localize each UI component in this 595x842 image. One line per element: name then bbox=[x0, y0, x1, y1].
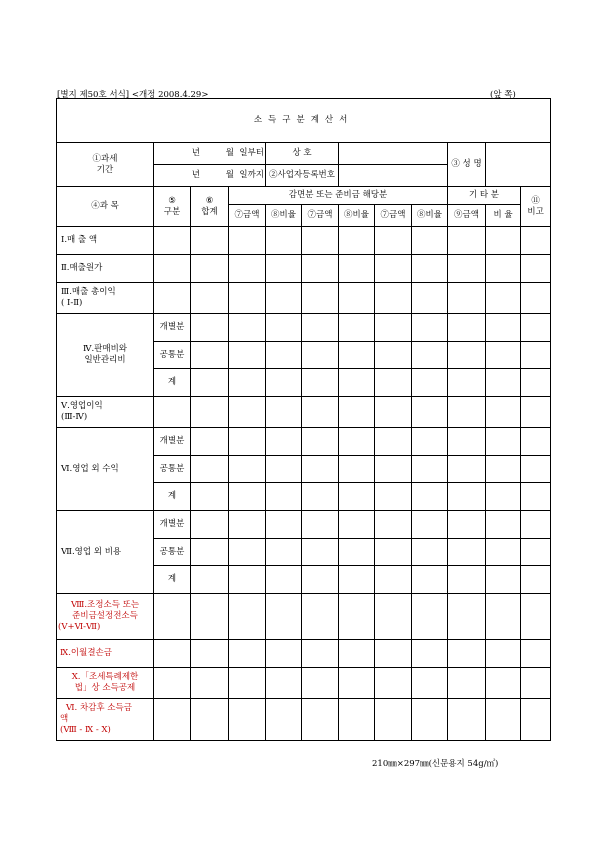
tax-period-label: ①과세 기간 bbox=[57, 143, 154, 187]
name-label: ③ 성 명 bbox=[448, 143, 486, 187]
sub-individual: 개별분 bbox=[154, 428, 191, 456]
table-row bbox=[57, 314, 551, 342]
form-number: [별지 제50호 서식] <개정 2008.4.29> bbox=[57, 90, 209, 100]
paper-spec-footer: 210㎜×297㎜(신문용지 54g/㎡) bbox=[372, 759, 499, 769]
row-label: Ⅸ.이월결손금 bbox=[57, 640, 154, 668]
table-row bbox=[57, 668, 551, 699]
table-row bbox=[57, 594, 551, 640]
sub-common: 공통분 bbox=[154, 539, 191, 566]
table-row bbox=[57, 511, 551, 539]
row-label: Ⅳ.판매비와 일반관리비 bbox=[57, 314, 154, 397]
table-row bbox=[57, 227, 551, 255]
biz-reg-no-field[interactable] bbox=[339, 165, 448, 187]
table-row bbox=[57, 397, 551, 428]
form-title: 소득구분계산서 bbox=[57, 99, 551, 143]
sub-total: 계 bbox=[154, 369, 191, 397]
income-division-form bbox=[56, 98, 551, 741]
col-amount-3: ⑦금액 bbox=[375, 205, 412, 227]
row-label: Ⅵ.영업 외 수익 bbox=[57, 428, 154, 511]
sub-total: 계 bbox=[154, 566, 191, 594]
col-amount-1: ⑦금액 bbox=[229, 205, 266, 227]
table-row bbox=[57, 699, 551, 741]
row-label: Ⅱ.매출원가 bbox=[57, 255, 154, 283]
row-label: Ⅴ.영업이익 (Ⅲ-Ⅳ) bbox=[57, 397, 154, 428]
table-row bbox=[57, 255, 551, 283]
sub-total: 계 bbox=[154, 483, 191, 511]
trade-name-field[interactable] bbox=[339, 143, 448, 165]
period-to[interactable]: 년 월 일까지 bbox=[154, 165, 266, 187]
row-label: Ⅷ.조정소득 또는 준비금설정전소득 (Ⅴ+Ⅵ-Ⅶ) bbox=[57, 594, 154, 640]
row-label: Ⅵ. 차감후 소득금 액 (Ⅷ - Ⅸ - Ⅹ) bbox=[57, 699, 154, 741]
sub-individual: 개별분 bbox=[154, 314, 191, 342]
col-ratio-3: ⑧비율 bbox=[412, 205, 448, 227]
row-label: Ⅲ.매출 총이익 ( Ⅰ-Ⅱ) bbox=[57, 283, 154, 314]
name-field[interactable] bbox=[486, 143, 551, 187]
col-ratio-2: ⑧비율 bbox=[339, 205, 375, 227]
col-amount-2: ⑦금액 bbox=[302, 205, 339, 227]
sub-individual: 개별분 bbox=[154, 511, 191, 539]
col-division: ⑤ 구분 bbox=[154, 187, 191, 227]
row-label: Ⅰ.매 출 액 bbox=[57, 227, 154, 255]
table-row bbox=[57, 640, 551, 668]
col-ratio-1: ⑧비율 bbox=[266, 205, 302, 227]
col-total: ⑥ 합계 bbox=[191, 187, 229, 227]
sub-common: 공통분 bbox=[154, 342, 191, 369]
col-ratio-other: 비 율 bbox=[486, 205, 521, 227]
period-from[interactable]: 년 월 일부터 bbox=[154, 143, 266, 165]
page-side-label: (앞 쪽) bbox=[490, 90, 516, 100]
table-row bbox=[57, 428, 551, 456]
trade-name-label: 상 호 bbox=[266, 143, 339, 165]
sub-common: 공통분 bbox=[154, 456, 191, 483]
table-row bbox=[57, 283, 551, 314]
col-account: ④과 목 bbox=[57, 187, 154, 227]
col-amount-other: ⑨금액 bbox=[448, 205, 486, 227]
biz-reg-no-label: ②사업자등록번호 bbox=[266, 165, 339, 187]
col-other-group: 기 타 분 bbox=[448, 187, 521, 205]
row-label: Ⅹ.「조세특례제한 법」상 소득공제 bbox=[57, 668, 154, 699]
row-label: Ⅶ.영업 외 비용 bbox=[57, 511, 154, 594]
col-remarks: ⑪ 비고 bbox=[521, 187, 551, 227]
col-reduction-group: 감면분 또는 준비금 해당분 bbox=[229, 187, 448, 205]
